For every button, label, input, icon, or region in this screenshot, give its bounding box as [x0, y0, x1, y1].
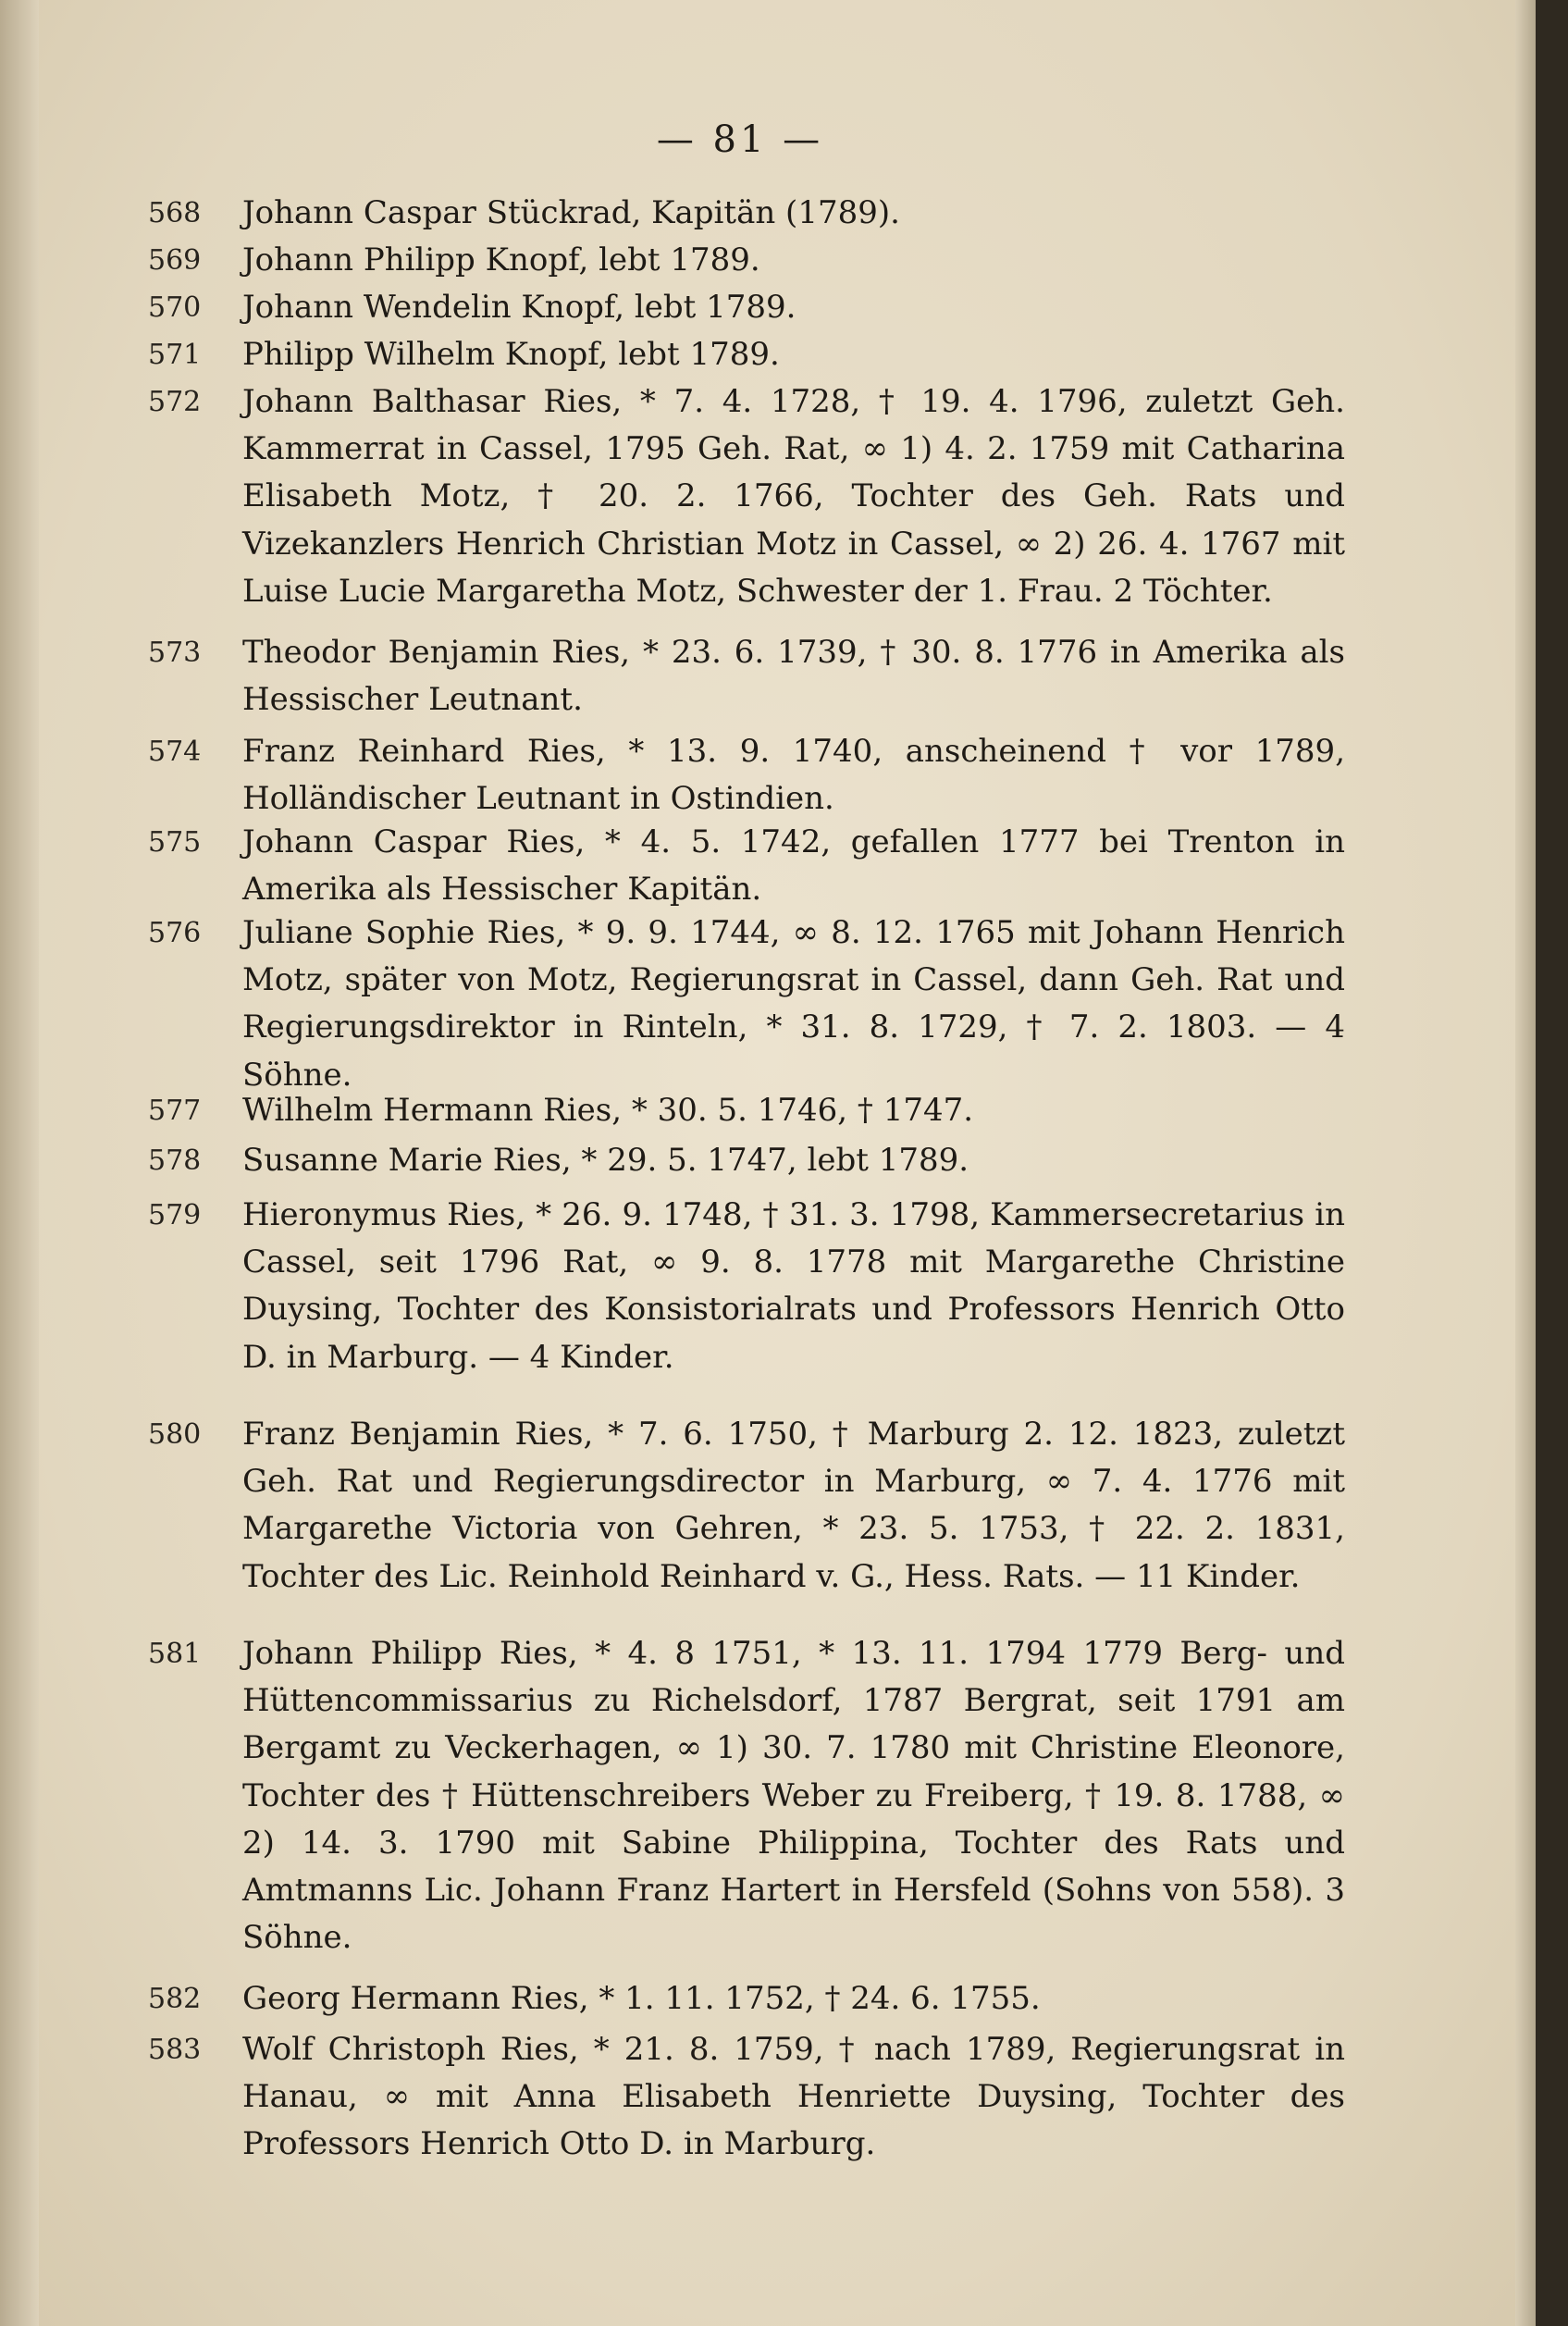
entry-582 — [148, 1975, 1345, 2023]
entry-578 — [148, 1137, 1345, 1184]
entry-number: 578 — [148, 1144, 202, 1177]
page-gutter — [0, 0, 39, 2326]
entry-572 — [148, 378, 1345, 615]
entry-573 — [148, 629, 1345, 724]
entry-569 — [148, 237, 1345, 284]
entry-number: 572 — [148, 386, 202, 418]
page-number: — 81 — — [656, 118, 824, 161]
entry-text: Franz Reinhard Ries, * 13. 9. 1740, anscheinend † vor 1789, Holländischer Leutnant in Ostindien. — [242, 733, 1345, 818]
entry-text: Hieronymus Ries, * 26. 9. 1748, † 31. 3. 1798, Kammersecretarius in Cassel, seit 1796 Rat, ∞ 9. 8. 1778 mit Margarethe Christine Duysing, Tochter des Konsistorialrats und Professors Henrich Otto D. in Marburg. — 4 Kinder. — [242, 1196, 1345, 1376]
entry-571 — [148, 331, 1345, 378]
entry-579 — [148, 1192, 1345, 1381]
entry-number: 583 — [148, 2034, 202, 2066]
entry-number: 569 — [148, 244, 202, 277]
entry-text: Wolf Christoph Ries, * 21. 8. 1759, † nach 1789, Regierungsrat in Hanau, ∞ mit Anna Elisabeth Henriette Duysing, Tochter des Professors Henrich Otto D. in Marburg. — [242, 2031, 1345, 2163]
entry-text: Johann Balthasar Ries, * 7. 4. 1728, † 19. 4. 1796, zuletzt Geh. Kammerrat in Cassel, 1795 Geh. Rat, ∞ 1) 4. 2. 1759 mit Catharina Elisabeth Motz, † 20. 2. 1766, Tochter des Geh. Rats und Vizekanzlers Henrich Christian Motz in Cassel, ∞ 2) 26. 4. 1767 mit Luise Lucie Margaretha Motz, Schwester der 1. Frau. 2 Töchter. — [242, 383, 1345, 610]
entry-text: Philipp Wilhelm Knopf, lebt 1789. — [242, 336, 780, 373]
entry-581 — [148, 1630, 1345, 1961]
entry-number: 571 — [148, 339, 202, 371]
entry-text: Johann Wendelin Knopf, lebt 1789. — [242, 289, 796, 326]
entry-577 — [148, 1087, 1345, 1134]
entry-number: 575 — [148, 826, 202, 859]
entry-number: 568 — [148, 197, 202, 229]
entry-570 — [148, 284, 1345, 331]
entry-number: 582 — [148, 1983, 202, 2015]
entry-text: Franz Benjamin Ries, * 7. 6. 1750, † Marburg 2. 12. 1823, zuletzt Geh. Rat und Regierungsdirector in Marburg, ∞ 7. 4. 1776 mit Margarethe Victoria von Gehren, * 23. 5. 1753, † 22. 2. 1831, Tochter des Lic. Reinhold Reinhard v. G., Hess. Rats. — 11 Kinder. — [242, 1416, 1345, 1595]
entry-580 — [148, 1411, 1345, 1601]
entry-text: Wilhelm Hermann Ries, * 30. 5. 1746, † 1747. — [242, 1092, 974, 1129]
entry-number: 577 — [148, 1095, 202, 1127]
entry-number: 573 — [148, 637, 202, 669]
entry-text: Johann Caspar Stückrad, Kapitän (1789). — [242, 194, 900, 231]
entry-number: 581 — [148, 1638, 202, 1670]
entry-number: 576 — [148, 917, 202, 949]
entry-583 — [148, 2026, 1345, 2169]
entry-number: 574 — [148, 736, 202, 768]
page-edge — [1515, 0, 1536, 2326]
entry-text: Johann Philipp Knopf, lebt 1789. — [242, 241, 760, 278]
entry-text: Susanne Marie Ries, * 29. 5. 1747, lebt 1789. — [242, 1142, 969, 1179]
entry-576 — [148, 909, 1345, 1099]
entry-text: Johann Caspar Ries, * 4. 5. 1742, gefallen 1777 bei Trenton in Amerika als Hessischer Kapitän. — [242, 823, 1345, 909]
entry-text: Georg Hermann Ries, * 1. 11. 1752, † 24. 6. 1755. — [242, 1980, 1041, 2017]
entry-574 — [148, 728, 1345, 823]
entry-575 — [148, 819, 1345, 913]
entry-number: 570 — [148, 291, 202, 324]
entry-568 — [148, 190, 1345, 237]
entry-text: Theodor Benjamin Ries, * 23. 6. 1739, † 30. 8. 1776 in Amerika als Hessischer Leutnant. — [242, 634, 1345, 719]
entry-text: Juliane Sophie Ries, * 9. 9. 1744, ∞ 8. 12. 1765 mit Johann Henrich Motz, später von Motz, Regierungsrat in Cassel, dann Geh. Rat und Regierungsdirektor in Rinteln, * 31. 8. 1729, † 7. 2. 1803. — 4 Söhne. — [242, 914, 1345, 1094]
entry-number: 579 — [148, 1199, 202, 1231]
entry-text: Johann Philipp Ries, * 4. 8 1751, * 13. 11. 1794 1779 Berg- und Hüttencommissarius zu Richelsdorf, 1787 Bergrat, seit 1791 am Bergamt zu Veckerhagen, ∞ 1) 30. 7. 1780 mit Christine Eleonore, Tochter des † Hüttenschreibers Weber zu Freiberg, † 19. 8. 1788, ∞ 2) 14. 3. 1790 mit Sabine Philippina, Tochter des Rats und Amtmanns Lic. Johann Franz Hartert in Hersfeld (Sohns von 558). 3 Söhne. — [242, 1635, 1345, 1957]
entry-number: 580 — [148, 1418, 202, 1451]
scan-background — [1536, 0, 1568, 2326]
